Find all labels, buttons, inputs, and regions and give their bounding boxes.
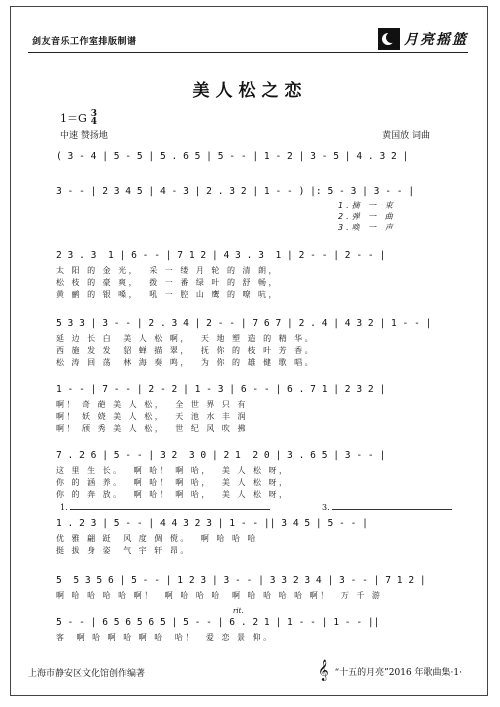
lyric-line: 这 里 生 长。 啊 哈！ 啊 哈， 美 人 松 呀，: [56, 466, 290, 475]
verse-intro-3: 3.唤 一 声: [338, 223, 396, 232]
lyric-line: 啊！ 颀 秀 美 人 松， 世 纪 风 吹 拂: [56, 424, 248, 433]
collection-footer: [317, 660, 462, 681]
volta-first-ending: 1.: [60, 503, 68, 512]
time-signature: [91, 110, 97, 126]
lyric-line: 啊！ 奇 葩 美 人 松， 全 世 界 只 有: [56, 400, 248, 409]
ritardando-mark: rit.: [233, 607, 244, 615]
logo: [378, 28, 468, 50]
lyric-line: 你 的 奔 放。 啊 哈！ 啊 哈， 美 人 松 呀，: [56, 490, 290, 499]
score-line: 1 - - | 7 - - | 2 - 2 | 1 - 3 | 6 - - | 6 . 7 1 | 2 3 2 |: [56, 384, 386, 395]
volta-third-ending: 3.: [322, 503, 330, 512]
tempo-marking: 中速 赞扬地: [60, 131, 108, 141]
volta-rule: [70, 509, 270, 510]
meter-top: 3: [90, 109, 98, 119]
treble-clef-icon: 𝄞: [317, 660, 329, 681]
verse-intro-2: 2.弹 一 曲: [338, 212, 396, 221]
score-line: ( 3 - 4 | 5 - 5 | 5 . 6 5 | 5 - - | 1 - 2 | 3 - 5 | 4 . 3 2 |: [56, 151, 409, 162]
collection-label: “十五的月亮”2016 年歌曲集·1·: [334, 667, 462, 678]
score-line: 5 3 3 | 3 - - | 2 . 3 4 | 2 - - | 7 6 7 | 2 . 4 | 4 3 2 | 1 - - |: [56, 318, 432, 329]
lyric-line: 黄 鹂 的 银 嗓， 吼 一 腔 山 鹰 的 嘹 吭，: [56, 290, 280, 299]
meter-bottom: 4: [90, 117, 98, 127]
lyric-line: 你 的 涵 养。 啊 哈！ 啊 哈， 美 人 松 呀，: [56, 478, 290, 487]
volta-rule: [332, 509, 452, 510]
lyric-line: 松 枝 的 豪 爽， 拨 一 番 绿 叶 的 舒 畅，: [56, 278, 280, 287]
song-title: 美人松之恋: [192, 81, 308, 101]
logo-text: 月亮摇篮: [404, 32, 468, 48]
verse-intro-1: 1.摘 一 束: [338, 201, 396, 210]
score-line: 5 5 3 5 6 | 5 - - | 1 2 3 | 3 - - | 3 3 2 3 4 | 3 - - | 7 1 2 |: [56, 575, 426, 586]
lyric-line: 啊！ 妖 娆 美 人 松， 天 池 水 丰 润: [56, 412, 248, 421]
verse-intro: [338, 200, 396, 233]
credits: 黄国放 词曲: [382, 131, 430, 141]
key-label: 1＝G: [60, 112, 87, 125]
score-line: 7 . 2 6 | 5 - - | 3 2 3 0 | 2 1 2 0 | 3 . 6 5 | 3 - - |: [56, 450, 386, 461]
score-line: 5 - - | 6 5 6 5 6 5 | 5 - - | 6 . 2 1 | 1 - - | 1 - - ||: [56, 617, 380, 628]
score-line: 1 . 2 3 | 5 - - | 4 4 3 2 3 | 1 - - || 3 4 5 | 5 - - |: [56, 518, 368, 529]
publisher: 上海市静安区文化馆创作编著: [28, 669, 146, 679]
moon-icon: [378, 28, 400, 50]
lyric-line: 太 阳 的 金 光， 采 一 缕 月 轮 的 清 朗，: [56, 266, 280, 275]
lyric-line: 延 边 长 白 美 人 松 啊， 天 地 塑 造 的 精 华。: [56, 334, 316, 343]
studio-label: 剑友音乐工作室排版制谱: [32, 37, 137, 47]
lyric-line: 优 雅 翩 跹 风 度 倜 傥。 啊 哈 哈 哈: [56, 534, 259, 543]
lyric-line: 挺 拔 身 姿 气 宇 轩 昂。: [56, 546, 191, 555]
key-signature: [60, 110, 97, 126]
lyric-line: 客 啊 哈 啊 哈 啊 哈 哈！ 爱 恋 景 仰。: [56, 633, 274, 642]
header-rule: [28, 52, 468, 53]
score-line: 3 - - | 2 3 4 5 | 4 - 3 | 2 . 3 2 | 1 - - ) |: 5 - 3 | 3 - - |: [56, 186, 415, 197]
lyric-line: 啊 哈 哈 哈 哈 啊！ 啊 哈 哈 哈 啊 哈 哈 哈 哈 啊！ 万 千 游: [56, 591, 383, 600]
lyric-line: 西 施 发 发 貂 蝉 描 翠， 抚 你 的 枝 叶 芳 香。: [56, 346, 316, 355]
lyric-line: 松 涛 回 荡 林 海 奏 鸣， 为 你 的 雄 健 歌 唱。: [56, 358, 316, 367]
score-line: 2 3 . 3 1 | 6 - - | 7 1 2 | 4 3 . 3 1 | 2 - - | 2 - - |: [56, 250, 386, 261]
